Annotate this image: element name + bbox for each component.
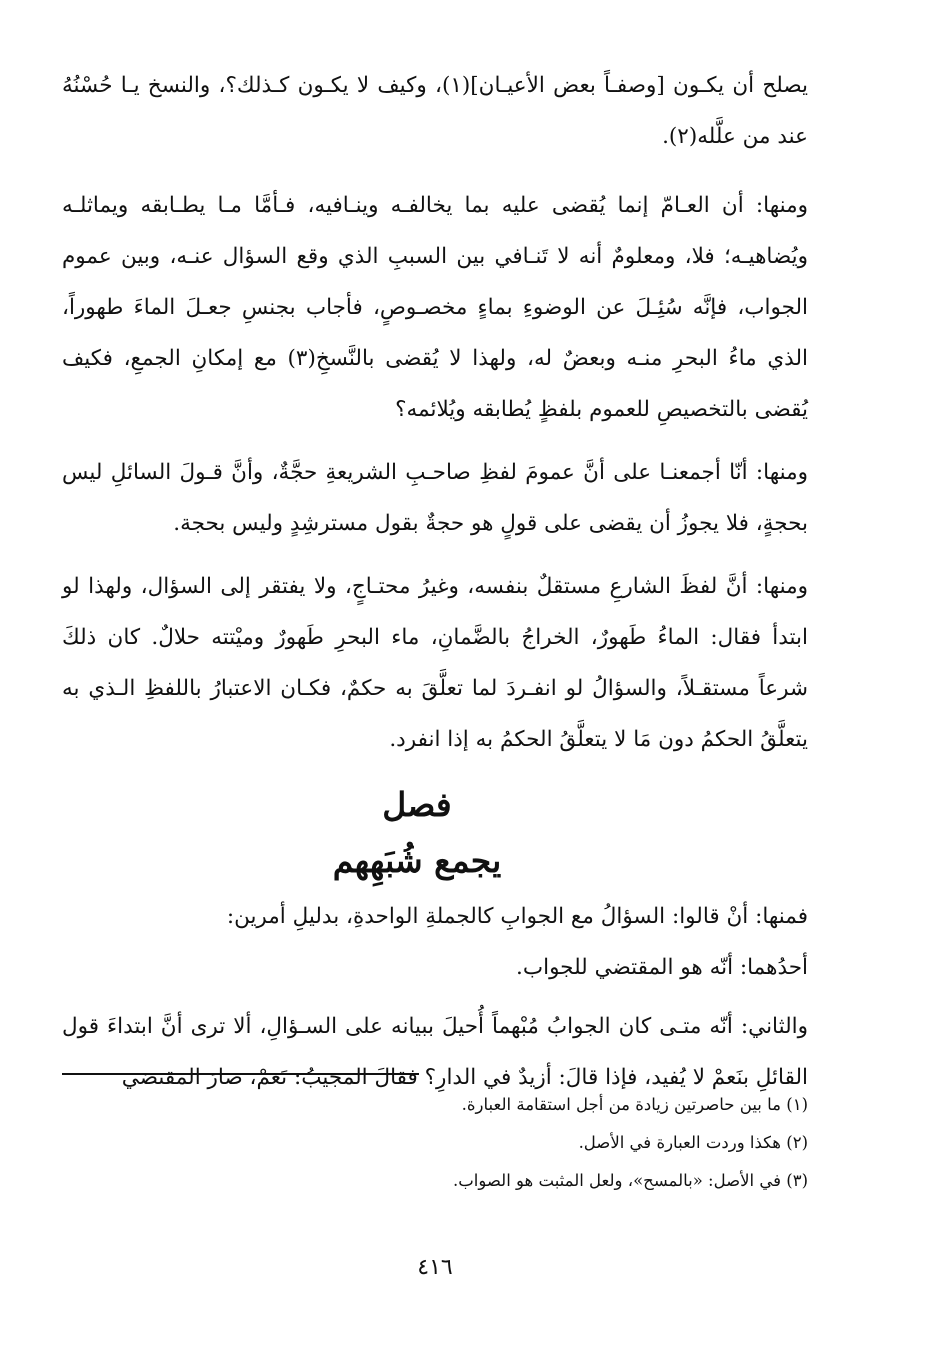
body-paragraph-4: ومنها: أنَّ لفظَ الشارعِ مستقلٌ بنفسه، وغيرُ محتـاجٍ، ولا يفتقر إلى السؤال، ولهذا لو ابتدأ فقال: الماءُ طَهورٌ، الخراجُ بالضَّمانِ، ماء البحرِ طَهورٌ وميْتته حلالٌ. كان ذلكَ شرعاً مستقـلاً، والسؤالُ لو انفـردَ لما تعلَّقَ به حكمٌ، فكـان الاعتبارُ باللفظِ الـذي به يتعلَّقُ الحكمُ دون مَا لا يتعلَّقُ الحكمُ به إذا انفرد. bbox=[62, 574, 808, 752]
body-paragraph-1: يصلح أن يكـون [وصفـاً بعض الأعيـان](١)، وكيف لا يكـون كـذلك؟، والنسخ يـا حُسْنُهُ عند من علَّله(٢). bbox=[62, 73, 808, 149]
section-paragraph-3: والثاني: أنّه متـى كان الجوابُ مُبْهماً أُحيلَ ببيانه على السـؤالِ، ألا ترى أنَّ ابتداءَ قول القائلِ بنَعمْ لا يُفيد، فإذا قالَ: أزيدٌ في الدارِ؟ فقالَ المجيبُ: نَعمْ، صارَ المقتضي bbox=[62, 1014, 808, 1090]
section-title: فصل bbox=[382, 785, 452, 824]
footnote-3: (٣) في الأصل: «بالمسح»، ولعل المثبت هو الصواب. bbox=[452, 1171, 808, 1190]
footnote-2: (٢) هكذا وردت العبارة في الأصل. bbox=[578, 1133, 808, 1152]
footnotes bbox=[62, 1086, 808, 1200]
page-body bbox=[62, 60, 808, 1280]
section-paragraph-1: فمنها: أنْ قالوا: السؤالُ مع الجوابِ كالجملةِ الواحدةِ، بدليلِ أمرين: bbox=[226, 904, 808, 929]
page-number: ٤١٦ bbox=[417, 1255, 453, 1280]
body-paragraph-2: ومنها: أن العـامّ إنما يُقضى عليه بما يخالفـه وينـافيه، فـأمَّا مـا يطـابقه ويماثلـه ويُضاهيـه؛ فلا، ومعلومٌ أنه لا تَنـافي بين السببِ الذي وقع السؤال عنـه، وبين عموم الجواب، فإنَّه سُئِـلَ عن الوضوءِ بماءٍ مخصـوصٍ، فأجاب بجنسِ جعـلَ الماءَ طهوراً، الذي ماءُ البحرِ منـه وبعضٌ له، ولهذا لا يُقضى بالنَّسخِ(٣) مع إمكانِ الجمعِ، فكيف يُقضى بالتخصيصِ للعموم بلفظٍ يُطابقه ويُلائمه؟ bbox=[62, 193, 808, 422]
section-paragraph-2: أحدُهما: أنّه هو المقتضي للجواب. bbox=[516, 955, 808, 980]
body-paragraph-3: ومنها: أنّا أجمعنـا على أنَّ عمومَ لفظِ صاحـبِ الشريعةِ حجَّةٌ، وأنَّ قـولَ السائلِ ليس بحجةٍ، فلا يجوزُ أن يقضى على قولٍ هو حجةٌ بقول مسترشِدٍ وليس بحجة. bbox=[62, 460, 808, 536]
section-subtitle: يجمع شُبَهِهم bbox=[332, 841, 502, 880]
footnote-1: (١) ما بين حاصرتين زيادة من أجل استقامة العبارة. bbox=[461, 1095, 808, 1114]
footnote-divider bbox=[62, 1073, 419, 1075]
